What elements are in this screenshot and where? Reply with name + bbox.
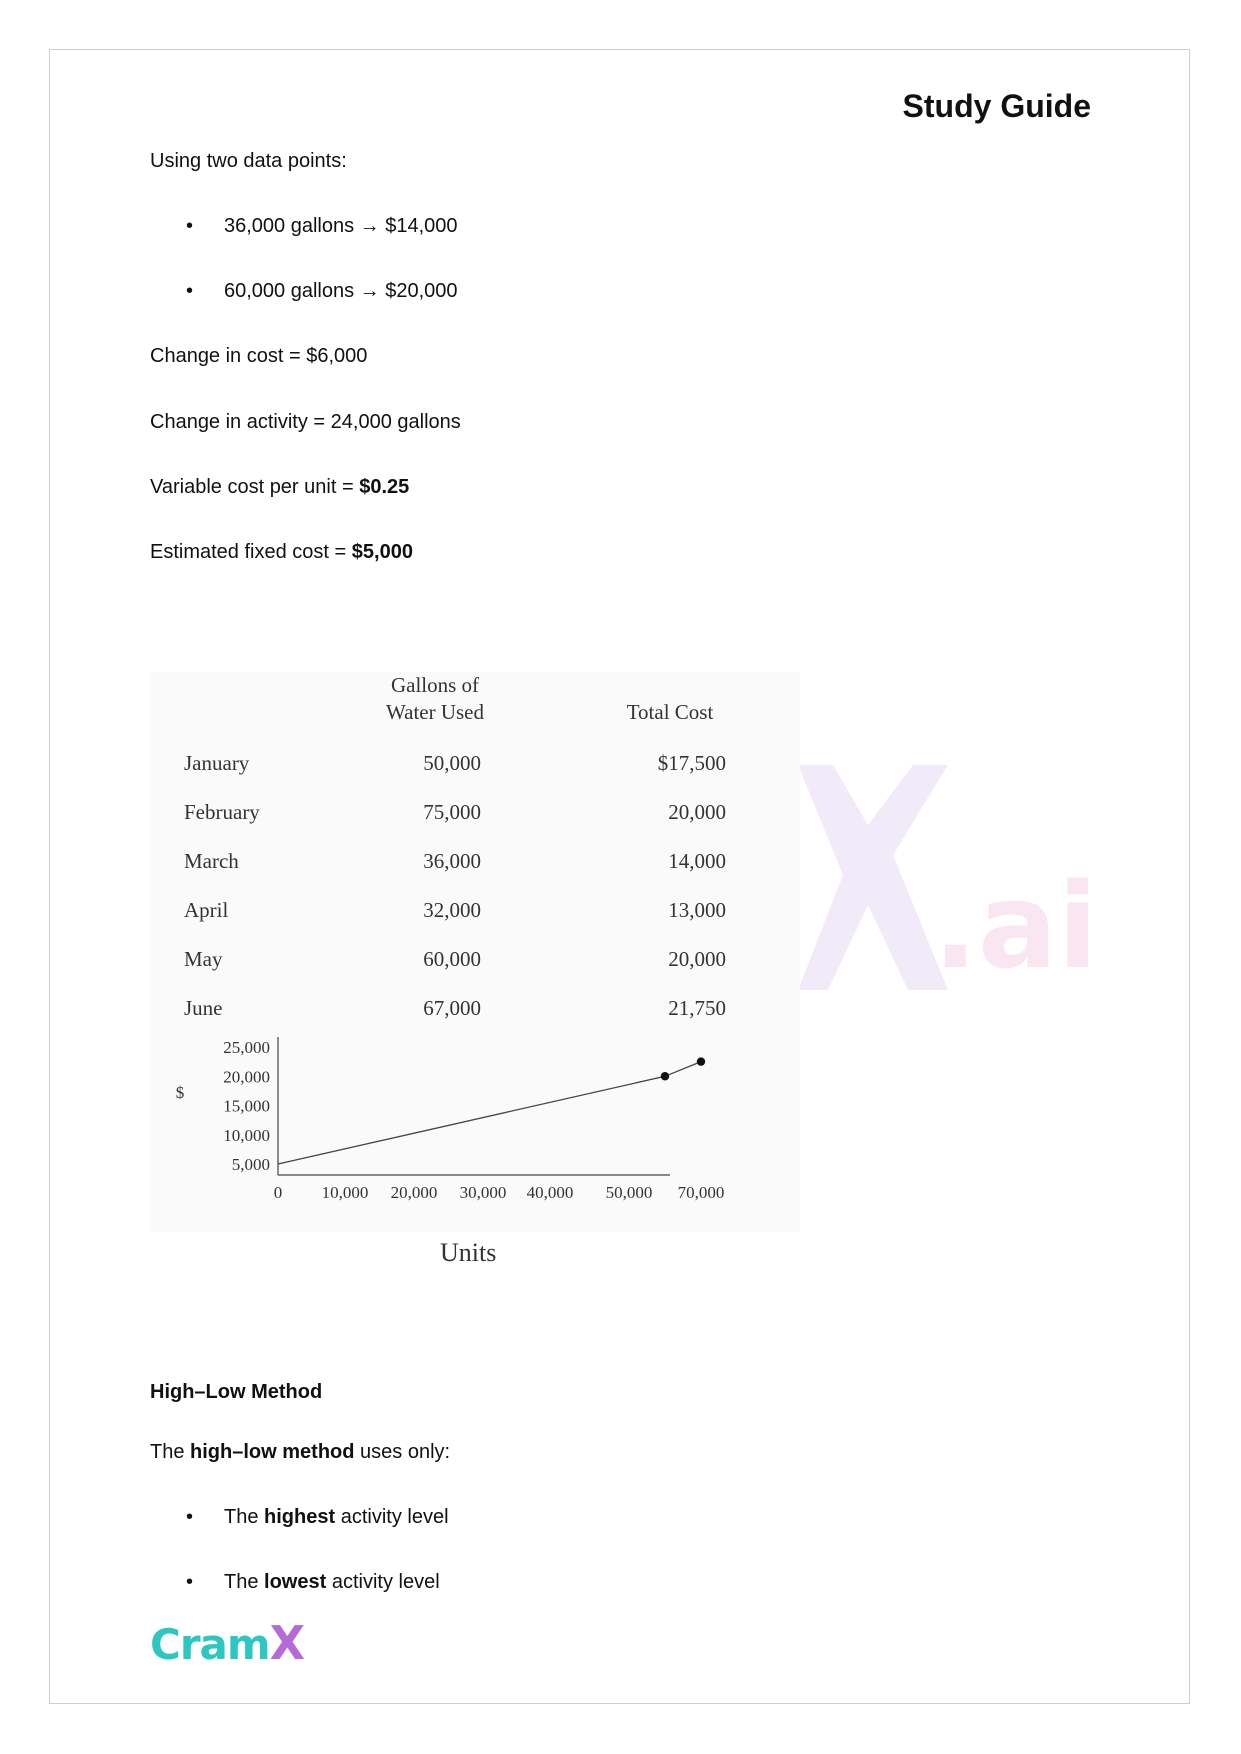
change-cost: Change in cost = $6,000 (150, 345, 368, 367)
data-point-1: 36,000 gallons → $14,000 (224, 215, 458, 237)
list-item-highest (224, 1506, 449, 1529)
section-text-bold: high–low method (190, 1441, 355, 1463)
logo-x: X (269, 1616, 305, 1670)
item-pre: The (224, 1506, 265, 1528)
bullet-icon: • (186, 280, 194, 302)
y-tick-label: 10,000 (223, 1125, 270, 1145)
y-tick-label: 5,000 (231, 1155, 270, 1174)
logo-main-text: Cram (150, 1620, 270, 1669)
bullet-icon: • (186, 1571, 194, 1593)
x-tick-label: 10,000 (321, 1183, 369, 1202)
watermark-text: .ai (933, 857, 1098, 995)
total-cost-header: Total Cost (626, 700, 714, 724)
table-row-cost: 20,000 (668, 800, 726, 824)
table-row-month: June (184, 996, 223, 1020)
x-axis-label: Units (440, 1238, 497, 1267)
table-row-month: February (184, 800, 260, 824)
table-row-gallons: 32,000 (423, 898, 481, 922)
table-row-month: January (184, 751, 250, 775)
table-row-cost: 13,000 (668, 898, 726, 922)
table-row-gallons: 60,000 (423, 947, 481, 971)
y-tick-label: 20,000 (223, 1067, 270, 1087)
section-text (150, 1441, 450, 1464)
page-title: Study Guide (902, 88, 1091, 124)
table-row-month: March (184, 849, 239, 873)
table-row-gallons: 75,000 (423, 800, 481, 824)
watermark-logo (798, 755, 1098, 995)
data-point-marker (697, 1057, 705, 1065)
change-activity: Change in activity = 24,000 gallons (150, 411, 461, 433)
cramx-logo (150, 1616, 304, 1670)
y-axis-label: $ (175, 1083, 185, 1102)
intro-lead: Using two data points: (150, 150, 347, 172)
list-item-lowest (224, 1571, 440, 1594)
item-post: activity level (335, 1506, 449, 1528)
item-bold: highest (264, 1506, 336, 1528)
table-row-cost: 14,000 (668, 849, 726, 873)
item-post: activity level (326, 1571, 440, 1593)
x-tick-label: 40,000 (526, 1183, 574, 1202)
x-tick-label: 50,000 (605, 1183, 653, 1202)
series-line (278, 1062, 701, 1164)
x-tick-label: 30,000 (459, 1183, 507, 1202)
bullet-icon: • (186, 215, 194, 237)
data-point-2: 60,000 gallons → $20,000 (224, 280, 458, 302)
table-row-cost: 21,750 (668, 996, 726, 1020)
gallons-header-line1: Gallons of (390, 673, 480, 697)
section-text-post: uses only: (354, 1441, 451, 1463)
variable-cost-label: Variable cost per unit = (150, 476, 360, 498)
section-heading: High–Low Method (150, 1381, 323, 1403)
cost-chart (150, 1032, 800, 1232)
x-tick-label: 70,000 (677, 1183, 725, 1202)
table-row-month: May (184, 947, 223, 971)
fixed-cost-label: Estimated fixed cost = (150, 541, 352, 563)
table-row-cost: $17,500 (657, 751, 726, 775)
y-tick-label: 25,000 (223, 1038, 270, 1057)
variable-cost (150, 476, 409, 499)
table-row-month: April (184, 898, 229, 922)
fixed-cost (150, 541, 413, 564)
table-row-gallons: 50,000 (423, 751, 481, 775)
bullet-icon: • (186, 1506, 194, 1528)
data-point-marker (661, 1072, 669, 1080)
gallons-header-line2: Water Used (385, 700, 485, 724)
variable-cost-value: $0.25 (359, 476, 410, 498)
section-text-pre: The (150, 1441, 191, 1463)
gallons-header (370, 672, 500, 726)
water-cost-figure (150, 672, 800, 1267)
x-tick-label: 20,000 (390, 1183, 438, 1202)
item-pre: The (224, 1571, 265, 1593)
table-row-gallons: 67,000 (423, 996, 481, 1020)
table-row-gallons: 36,000 (423, 849, 481, 873)
y-tick-label: 15,000 (223, 1096, 270, 1116)
table-row-cost: 20,000 (668, 947, 726, 971)
x-tick-label: 0 (273, 1183, 283, 1202)
item-bold: lowest (264, 1571, 327, 1593)
fixed-cost-value: $5,000 (351, 541, 413, 563)
